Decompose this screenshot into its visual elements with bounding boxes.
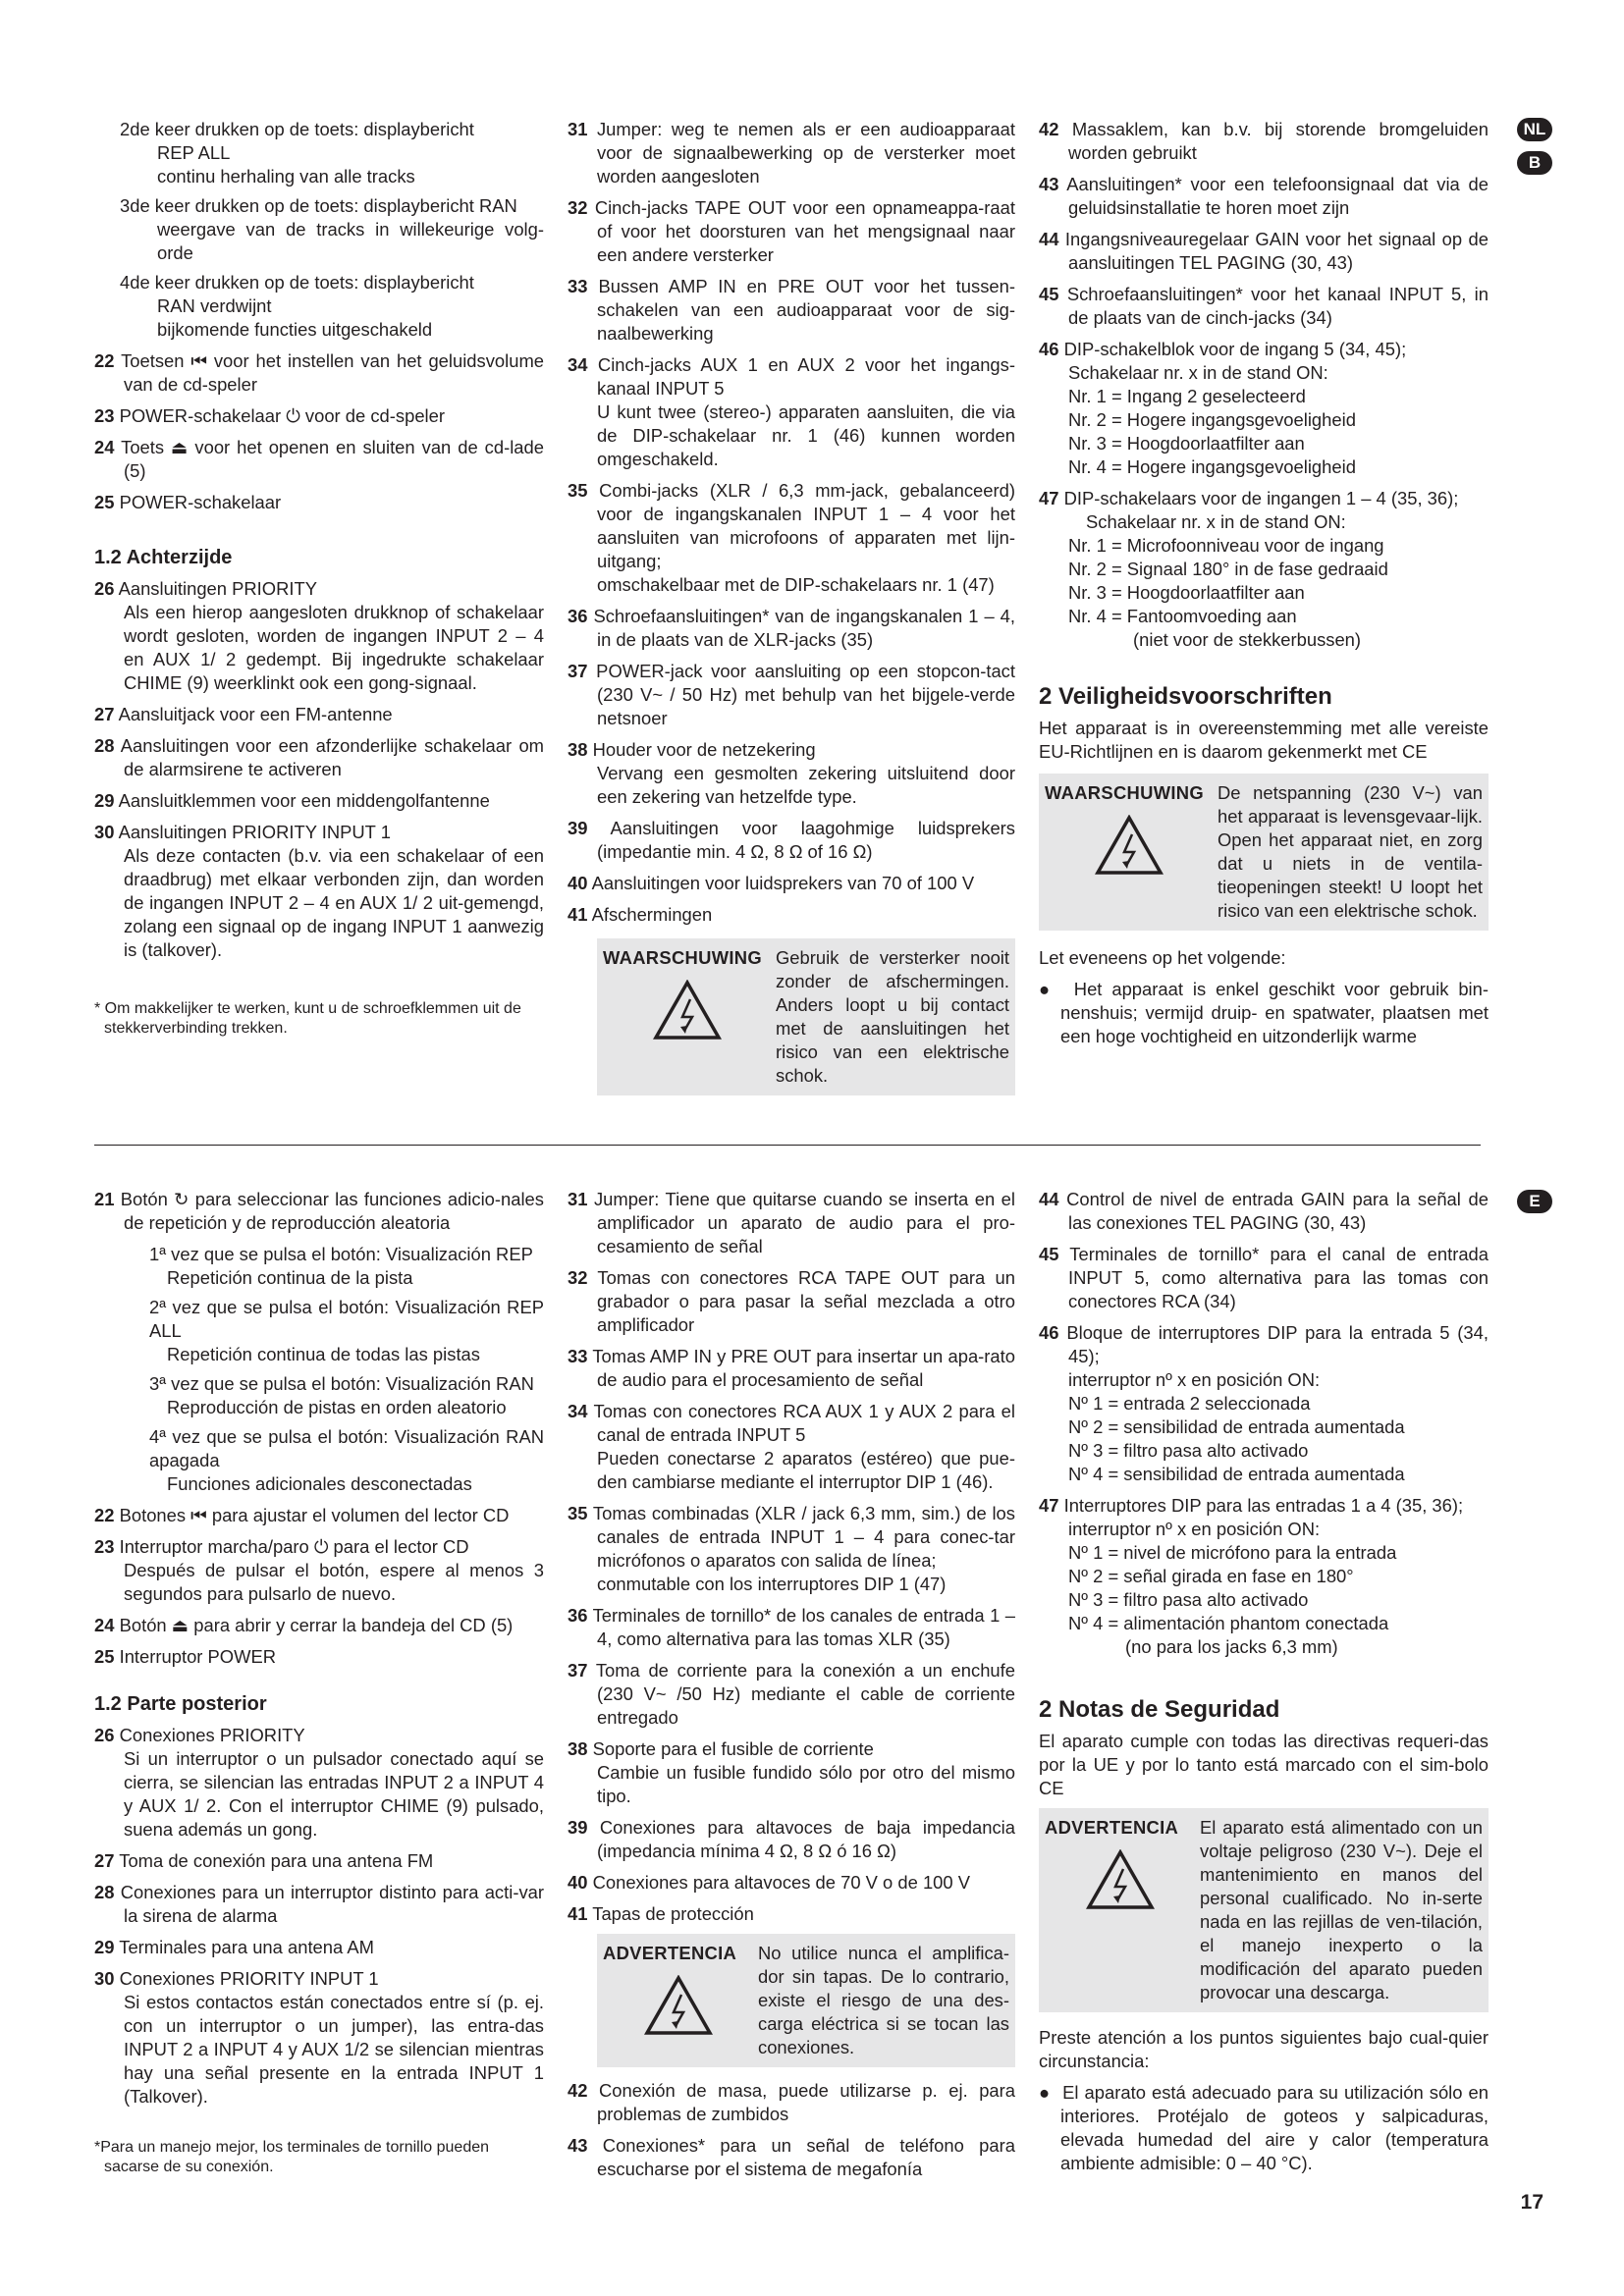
- nl-item-42: [1039, 118, 1489, 165]
- nl-repeat-item: [120, 194, 544, 265]
- nl-repeat-body: bijkomende functies uitgeschakeld: [157, 319, 433, 340]
- warning-triangle-icon: [653, 980, 722, 1041]
- es-item-28: [94, 1881, 544, 1928]
- item-text: Massaklem, kan b.v. bij storende bromgeluiden worden gebruikt: [1068, 119, 1489, 163]
- item-number: 28: [94, 735, 115, 756]
- item-text: Conexiones para altavoces de 70 V o de 100 V: [592, 1872, 971, 1893]
- warning-label: WAARSCHUWING: [1045, 782, 1204, 803]
- dip-line: Nr. 3 = Hoogdoorlaatfilter aan: [1068, 582, 1305, 603]
- nl-item-23: [94, 404, 544, 428]
- item-text: Terminales de tornillo* de los canales de entrada 1 – 4, como alternativa para las tomas XLR (35): [592, 1605, 1015, 1649]
- item-number: 47: [1039, 1495, 1059, 1516]
- item-text: Conexiones para un interruptor distinto para acti-var la sirena de alarma: [120, 1882, 544, 1926]
- warning-triangle-icon: [1086, 1849, 1155, 1910]
- nl-item-38: [568, 738, 1015, 809]
- item-number: 30: [94, 1968, 115, 1989]
- es-repeat-item: [124, 1425, 544, 1496]
- item-number: 37: [568, 1660, 588, 1681]
- bullet-dot: ●: [1039, 979, 1074, 999]
- nl-repeat-mid: REP ALL: [157, 142, 231, 163]
- item-number: 32: [568, 1267, 588, 1288]
- es-item-24: [94, 1614, 544, 1637]
- item-text: Bussen AMP IN en PRE OUT voor het tussen-schakelen van een audioapparaat voor de sig-naalbewerking: [597, 276, 1015, 344]
- es-safety-heading: 2 Notas de Seguridad: [1039, 1696, 1280, 1723]
- nl-repeat-head: 2de keer drukken op de toets: displaybericht: [120, 119, 474, 139]
- nl-section-heading-rear: 1.2 Achterzijde: [94, 547, 233, 568]
- item-number: 46: [1039, 339, 1059, 359]
- dip-line: (no para los jacks 6,3 mm): [1125, 1636, 1338, 1657]
- item-description: Als deze contacten (b.v. via een schakelaar of een draadbrug) met elkaar verbonden zijn, dan worden de ingangen INPUT 2 – 4 en AUX 1/ 2 uit-gemengd, zolang een signaal op de ingang INPUT 1 aanwezig is (talkover).: [124, 845, 544, 960]
- es-safety-bullet: [1039, 2081, 1489, 2175]
- nl-item-47: [1039, 487, 1489, 652]
- item-number: 24: [94, 437, 115, 457]
- warning-label-area: [603, 1942, 754, 2059]
- item-number: 24: [94, 1615, 115, 1635]
- nl-item-39: [568, 817, 1015, 864]
- item-text: Conexiones PRIORITY INPUT 1: [119, 1968, 379, 1989]
- es-item-33: [568, 1345, 1015, 1392]
- nl-column-2: [568, 118, 1015, 1105]
- item-number: 42: [1039, 119, 1059, 139]
- bullet-text: El aparato está adecuado para su utilización sólo en interiores. Protéjalo de goteos y salpicaduras, elevada humedad del aire y calor (temperatura ambiente admisible: 0 – 40 °C).: [1060, 2082, 1489, 2173]
- nl-item-31: [568, 118, 1015, 188]
- es-item-21: [94, 1188, 544, 1235]
- item-text: Tomas combinadas (XLR / jack 6,3 mm, sim.) de los canales de entrada INPUT 1 – 4 para conec-tar micrófonos o aparatos con salida de línea;: [592, 1503, 1015, 1571]
- dip-line: Nr. 3 = Hoogdoorlaatfilter aan: [1068, 433, 1305, 454]
- warning-text: El aparato está alimentado con un voltaje peligroso (230 V~). Deje el mantenimiento en manos del personal cualificado. No in-serte nada en las rejillas de ven-tilación, el manejo inexperto o la modificación del aparato pueden provocar una descarga.: [1200, 1817, 1483, 2002]
- item-number: 26: [94, 578, 115, 599]
- nl-item-35: [568, 479, 1015, 597]
- item-number: 42: [568, 2080, 588, 2101]
- item-number: 43: [568, 2135, 588, 2156]
- item-text: Ingangsniveauregelaar GAIN voor het signaal op de aansluitingen TEL PAGING (30, 43): [1064, 229, 1489, 273]
- item-text: Schroefaansluitingen* voor het kanaal INPUT 5, in de plaats van de cinch-jacks (34): [1066, 284, 1489, 328]
- nl-item-43: [1039, 173, 1489, 220]
- item-description: omschakelbaar met de DIP-schakelaars nr. 1 (47): [597, 574, 995, 595]
- dip-line: Nº 1 = nivel de micrófono para la entrada: [1068, 1542, 1397, 1563]
- item-text: Conexiones* para un señal de teléfono para escucharse por el sistema de megafonía: [597, 2135, 1015, 2179]
- es-column-2: [568, 1188, 1015, 2189]
- item-text: Toetsen ⏮ voor het instellen van het geluidsvolume van de cd-speler: [121, 350, 545, 395]
- dip-line: (niet voor de stekkerbussen): [1133, 629, 1362, 650]
- es-section-heading-rear: 1.2 Parte posterior: [94, 1693, 267, 1715]
- warning-label-area: [603, 946, 772, 1088]
- item-text: Tapas de protección: [592, 1903, 754, 1924]
- item-number: 46: [1039, 1322, 1059, 1343]
- item-description: Vervang een gesmolten zekering uitsluitend door een zekering van hetzelfde type.: [597, 763, 1015, 807]
- es-item-42: [568, 2079, 1015, 2126]
- nl-item-29: [94, 789, 544, 813]
- es-item-31: [568, 1188, 1015, 1258]
- dip-line: interruptor nº x en posición ON:: [1068, 1369, 1321, 1390]
- item-number: 34: [568, 1401, 588, 1421]
- es-item-38: [568, 1737, 1015, 1808]
- item-text: POWER-jack voor aansluiting op een stopcon-tact (230 V~ / 50 Hz) met behulp van het bijgele-verde netsnoer: [596, 661, 1015, 728]
- nl-repeat-head: 3de keer drukken op de toets: displaybericht RAN: [120, 195, 517, 216]
- es-repeat-body: Funciones adicionales desconectadas: [167, 1473, 472, 1494]
- nl-repeat-item: [120, 271, 544, 342]
- item-description: Cambie un fusible fundido sólo por otro del mismo tipo.: [597, 1762, 1015, 1806]
- nl-item-34: [568, 353, 1015, 471]
- es-repeat-body: Repetición continua de todas las pistas: [167, 1344, 480, 1364]
- nl-safety-heading: 2 Veiligheidsvoorschriften: [1039, 683, 1332, 710]
- item-number: 35: [568, 480, 588, 501]
- nl-item-46: [1039, 338, 1489, 479]
- nl-safety-intro: Het apparaat is in overeenstemming met alle vereiste EU-Richtlijnen en is daarom gekenmerkt met CE: [1039, 718, 1489, 762]
- item-number: 26: [94, 1725, 115, 1745]
- item-text: Cinch-jacks TAPE OUT voor een opnameappa-raat of voor het doorsturen van het mengsignaal naar een andere versterker: [594, 197, 1015, 265]
- nl-repeat-list: [94, 118, 544, 342]
- item-text: POWER-schakelaar: [119, 492, 282, 512]
- es-item-22: [94, 1504, 544, 1527]
- es-repeat-list: [94, 1243, 544, 1496]
- nl-item-25: [94, 491, 544, 514]
- language-badge-b: B: [1517, 151, 1552, 175]
- es-item-39: [568, 1816, 1015, 1863]
- language-badge-nl: NL: [1517, 118, 1552, 141]
- dip-line: Nr. 2 = Signaal 180° in de fase gedraaid: [1068, 559, 1388, 579]
- item-number: 30: [94, 822, 115, 842]
- item-description: Después de pulsar el botón, espere al menos 3 segundos para pulsarlo de nuevo.: [124, 1560, 544, 1604]
- item-text: Tomas con conectores RCA TAPE OUT para un grabador o para pasar la señal mezclada a otro amplificador: [597, 1267, 1015, 1335]
- item-text: Terminales para una antena AM: [119, 1937, 374, 1957]
- nl-repeat-mid: RAN verdwijnt: [157, 295, 272, 316]
- nl-item-45: [1039, 283, 1489, 330]
- es-warning-box-covers: [597, 1934, 1015, 2067]
- item-text: Cinch-jacks AUX 1 en AUX 2 voor het ingangs-kanaal INPUT 5: [597, 354, 1015, 399]
- es-item-44: [1039, 1188, 1489, 1235]
- es-item-26: [94, 1724, 544, 1842]
- es-item-43: [568, 2134, 1015, 2181]
- item-number: 28: [94, 1882, 115, 1902]
- nl-item-44: [1039, 228, 1489, 275]
- item-text: Aansluitjack voor een FM-antenne: [118, 704, 393, 724]
- item-text: POWER-schakelaar ⏻ voor de cd-speler: [119, 405, 445, 426]
- item-text: Aansluitingen PRIORITY INPUT 1: [118, 822, 391, 842]
- es-item-35: [568, 1502, 1015, 1596]
- item-text: Afschermingen: [591, 904, 713, 925]
- nl-item-33: [568, 275, 1015, 346]
- dip-line: Nr. 4 = Hogere ingangsgevoeligheid: [1068, 456, 1356, 477]
- item-description: Als een hierop aangesloten drukknop of schakelaar wordt gesloten, worden de ingangen INPUT 2 – 4 en AUX 1/ 2 gedempt. Bij ingedrukte schakelaar CHIME (9) weerklinkt ook een gong-signaal.: [124, 602, 544, 693]
- es-item-32: [568, 1266, 1015, 1337]
- item-number: 23: [94, 405, 115, 426]
- item-number: 45: [1039, 1244, 1059, 1264]
- dip-line: Nr. 1 = Microfoonniveau voor de ingang: [1068, 535, 1384, 556]
- item-text: Botón ⏏ para abrir y cerrar la bandeja del CD (5): [119, 1615, 514, 1635]
- item-number: 27: [94, 704, 115, 724]
- es-item-29: [94, 1936, 544, 1959]
- nl-safety-note: Let eveneens op het volgende:: [1039, 947, 1286, 968]
- item-number: 43: [1039, 174, 1059, 194]
- dip-line: Schakelaar nr. x in de stand ON:: [1068, 362, 1328, 383]
- item-number: 35: [568, 1503, 588, 1523]
- item-text: DIP-schakelaars voor de ingangen 1 – 4 (35, 36);: [1063, 488, 1459, 508]
- item-text: Soporte para el fusible de corriente: [592, 1738, 874, 1759]
- language-badge-e: E: [1517, 1190, 1552, 1213]
- nl-item-26: [94, 577, 544, 695]
- es-repeat-head: 4ª vez que se pulsa el botón: Visualización RAN apagada: [149, 1426, 544, 1470]
- nl-item-30: [94, 821, 544, 962]
- item-number: 36: [568, 606, 588, 626]
- es-repeat-body: Repetición continua de la pista: [167, 1267, 413, 1288]
- es-item-27: [94, 1849, 544, 1873]
- item-text: Toma de corriente para la conexión a un enchufe (230 V~ /50 Hz) mediante el cable de corriente entregado: [595, 1660, 1015, 1728]
- dip-line: Nr. 4 = Fantoomvoeding aan: [1068, 606, 1297, 626]
- item-text: Aansluitklemmen voor een middengolfantenne: [118, 790, 490, 811]
- es-warning-box-mains: [1039, 1808, 1489, 2012]
- nl-item-40: [568, 872, 1015, 895]
- warning-text: No utilice nunca el amplifica-dor sin tapas. De lo contrario, existe el riesgo de una des-carga eléctrica si se tocan las conexiones.: [758, 1943, 1009, 2057]
- nl-column-1: [94, 118, 544, 1039]
- nl-column-3: [1039, 118, 1489, 1048]
- item-description: U kunt twee (stereo-) apparaten aansluiten, die via de DIP-schakelaar nr. 1 (46) kunnen worden omgeschakeld.: [597, 401, 1015, 469]
- es-repeat-head: 2ª vez que se pulsa el botón: Visualización REP ALL: [149, 1297, 544, 1341]
- item-text: Aansluitingen PRIORITY: [118, 578, 317, 599]
- item-number: 34: [568, 354, 588, 375]
- bullet-dot: ●: [1039, 2082, 1063, 2103]
- item-number: 29: [94, 790, 115, 811]
- item-description: Si estos contactos están conectados entre sí (p. ej. con un interruptor o un jumper), las entra-das INPUT 2 a INPUT 4 y AUX 1/2 se silencian mientras hay una señal presente en la entrada INPUT 1 (Talkover).: [124, 1992, 544, 2107]
- nl-warning-box-covers: [597, 938, 1015, 1095]
- item-description: Si un interruptor o un pulsador conectado aquí se cierra, se silencian las entradas INPUT 2 a INPUT 4 y AUX 1/ 2. Con el interruptor CHIME (9) pulsado, suena además un gong.: [124, 1748, 544, 1840]
- item-number: 22: [94, 1505, 115, 1525]
- item-number: 23: [94, 1536, 115, 1557]
- page-number: 17: [1520, 2191, 1543, 2214]
- es-item-40: [568, 1871, 1015, 1895]
- es-item-47: [1039, 1494, 1489, 1659]
- warning-label: ADVERTENCIA: [603, 1943, 737, 1963]
- item-number: 40: [568, 873, 588, 893]
- warning-label-area: [1045, 781, 1214, 923]
- es-repeat-item: [124, 1296, 544, 1366]
- nl-footnote: * Om makkelijker te werken, kunt u de schroefklemmen uit de stekkerverbinding trekken.: [94, 1000, 521, 1037]
- es-item-30: [94, 1967, 544, 2109]
- item-text: Conexiones para altavoces de baja impedancia (impedancia mínima 4 Ω, 8 Ω ó 16 Ω): [597, 1817, 1015, 1861]
- es-safety-note: Preste atención a los puntos siguientes bajo cual-quier circunstancia:: [1039, 2027, 1489, 2071]
- es-item-45: [1039, 1243, 1489, 1313]
- item-description: conmutable con los interruptores DIP 1 (47): [597, 1574, 947, 1594]
- item-number: 31: [568, 1189, 588, 1209]
- dip-line: Nº 2 = señal girada en fase en 180°: [1068, 1566, 1354, 1586]
- item-number: 39: [568, 818, 588, 838]
- nl-safety-bullet: [1039, 978, 1489, 1048]
- es-item-36: [568, 1604, 1015, 1651]
- nl-item-24: [94, 436, 544, 483]
- item-number: 47: [1039, 488, 1059, 508]
- item-text: Jumper: weg te nemen als er een audioapparaat voor de signaalbewerking op de versterker moet worden aangesloten: [596, 119, 1015, 187]
- item-number: 45: [1039, 284, 1059, 304]
- es-repeat-item: [124, 1372, 544, 1419]
- nl-item-22: [94, 349, 544, 397]
- item-number: 39: [568, 1817, 588, 1838]
- item-number: 44: [1039, 229, 1059, 249]
- item-number: 41: [568, 1903, 588, 1924]
- item-description: Pueden conectarse 2 aparatos (estéreo) que pue-den cambiarse mediante el interruptor DIP 1 (46).: [597, 1448, 1015, 1492]
- warning-text: Gebruik de versterker nooit zonder de afschermingen. Anders loopt u bij contact met de aansluitingen het risico van een elektrische schok.: [776, 947, 1009, 1086]
- nl-item-36: [568, 605, 1015, 652]
- es-repeat-item: [124, 1243, 544, 1290]
- item-number: 33: [568, 276, 588, 296]
- item-text: Combi-jacks (XLR / 6,3 mm-jack, gebalanceerd) voor de ingangskanalen INPUT 1 – 4 voor het aansluiten van microfoons of apparaten met lijn-uitgang;: [597, 480, 1015, 571]
- item-text: Interruptor POWER: [119, 1646, 277, 1667]
- dip-line: Nº 4 = alimentación phantom conectada: [1068, 1613, 1389, 1633]
- item-text: Toma de conexión para una antena FM: [119, 1850, 434, 1871]
- item-text: Aansluitingen voor een afzonderlijke schakelaar om de alarmsirene te activeren: [120, 735, 544, 779]
- item-text: Tomas AMP IN y PRE OUT para insertar un apa-rato de audio para el procesamiento de señal: [592, 1346, 1015, 1390]
- item-number: 38: [568, 739, 588, 760]
- warning-text: De netspanning (230 V~) van het apparaat is levensgevaar-lijk. Open het apparaat niet, en zorg dat u niets in de ventila-tieopeningen steekt! U loopt het risico van een elektrische schok.: [1218, 782, 1483, 921]
- es-item-46: [1039, 1321, 1489, 1486]
- es-item-25: [94, 1645, 544, 1669]
- dip-line: Nº 1 = entrada 2 seleccionada: [1068, 1393, 1311, 1414]
- dip-line: Schakelaar nr. x in de stand ON:: [1086, 511, 1346, 532]
- item-text: Interruptor marcha/paro ⏻ para el lector CD: [119, 1536, 469, 1557]
- item-text: Jumper: Tiene que quitarse cuando se inserta en el amplificador un aparato de audio para el pro-cesamiento de señal: [593, 1189, 1015, 1256]
- dip-line: interruptor nº x en posición ON:: [1068, 1519, 1321, 1539]
- nl-item-32: [568, 196, 1015, 267]
- item-text: Houder voor de netzekering: [592, 739, 816, 760]
- item-text: Tomas con conectores RCA AUX 1 y AUX 2 para el canal de entrada INPUT 5: [593, 1401, 1015, 1445]
- nl-item-27: [94, 703, 544, 726]
- es-footnote: *Para un manejo mejor, los terminales de tornillo pueden sacarse de su conexión.: [94, 2139, 490, 2175]
- es-item-37: [568, 1659, 1015, 1730]
- item-text: Botón ↻ para seleccionar las funciones adicio-nales de repetición y de reproducción aleatoria: [120, 1189, 544, 1233]
- es-repeat-body: Reproducción de pistas en orden aleatorio: [167, 1397, 507, 1417]
- item-text: Conexión de masa, puede utilizarse p. ej. para problemas de zumbidos: [597, 2080, 1015, 2124]
- warning-label: WAARSCHUWING: [603, 947, 762, 968]
- es-item-41: [568, 1902, 1015, 1926]
- item-text: Bloque de interruptores DIP para la entrada 5 (34, 45);: [1066, 1322, 1489, 1366]
- nl-repeat-body: continu herhaling van alle tracks: [157, 166, 415, 187]
- item-text: Aansluitingen voor luidsprekers van 70 of 100 V: [591, 873, 975, 893]
- item-number: 29: [94, 1937, 115, 1957]
- item-number: 37: [568, 661, 588, 681]
- dip-line: Nr. 1 = Ingang 2 geselecteerd: [1068, 386, 1306, 406]
- bullet-text: Het apparaat is enkel geschikt voor gebruik bin-nenshuis; vermijd druip- en spatwater, plaatsen met een hoge vochtigheid en uitzonderlijk warme: [1060, 979, 1489, 1046]
- nl-repeat-head: 4de keer drukken op de toets: displaybericht: [120, 272, 474, 293]
- dip-line: Nº 2 = sensibilidad de entrada aumentada: [1068, 1416, 1405, 1437]
- item-text: Interruptores DIP para las entradas 1 a 4 (35, 36);: [1063, 1495, 1464, 1516]
- nl-repeat-item: [120, 118, 544, 188]
- item-number: 27: [94, 1850, 115, 1871]
- es-item-23: [94, 1535, 544, 1606]
- es-repeat-head: 3ª vez que se pulsa el botón: Visualización RAN: [149, 1373, 534, 1394]
- item-number: 41: [568, 904, 588, 925]
- es-repeat-head: 1ª vez que se pulsa el botón: Visualización REP: [149, 1244, 533, 1264]
- item-text: Control de nivel de entrada GAIN para la señal de las conexiones TEL PAGING (30, 43): [1066, 1189, 1489, 1233]
- dip-line: Nº 3 = filtro pasa alto activado: [1068, 1440, 1309, 1461]
- item-text: DIP-schakelblok voor de ingang 5 (34, 45);: [1063, 339, 1407, 359]
- item-text: Aansluitingen voor laagohmige luidsprekers (impedantie min. 4 Ω, 8 Ω of 16 Ω): [597, 818, 1015, 862]
- language-divider: [94, 1145, 1481, 1146]
- es-item-34: [568, 1400, 1015, 1494]
- item-number: 44: [1039, 1189, 1059, 1209]
- item-number: 33: [568, 1346, 588, 1366]
- es-column-3: [1039, 1188, 1489, 2175]
- item-number: 31: [568, 119, 588, 139]
- warning-label-area: [1045, 1816, 1196, 2004]
- item-number: 21: [94, 1189, 115, 1209]
- item-text: Toets ⏏ voor het openen en sluiten van de cd-lade (5): [121, 437, 544, 481]
- nl-item-41: [568, 903, 1015, 927]
- dip-line: Nº 4 = sensibilidad de entrada aumentada: [1068, 1464, 1405, 1484]
- item-number: 22: [94, 350, 115, 371]
- dip-line: Nº 3 = filtro pasa alto activado: [1068, 1589, 1309, 1610]
- item-text: Botones ⏮ para ajustar el volumen del lector CD: [119, 1505, 510, 1525]
- item-text: Schroefaansluitingen* van de ingangskanalen 1 – 4, in de plaats van de XLR-jacks (35): [593, 606, 1015, 650]
- item-text: Aansluitingen* voor een telefoonsignaal dat via de geluidsinstallatie te horen moet zijn: [1066, 174, 1489, 218]
- warning-triangle-icon: [1095, 815, 1164, 876]
- item-number: 40: [568, 1872, 588, 1893]
- nl-item-37: [568, 660, 1015, 730]
- es-safety-intro: El aparato cumple con todas las directivas requeri-das por la UE y por lo tanto está marcado con el sim-bolo CE: [1039, 1731, 1489, 1798]
- item-number: 36: [568, 1605, 588, 1626]
- item-number: 25: [94, 1646, 115, 1667]
- item-number: 25: [94, 492, 115, 512]
- item-text: Conexiones PRIORITY: [119, 1725, 305, 1745]
- item-text: Terminales de tornillo* para el canal de entrada INPUT 5, como alternativa para las tomas con conectores RCA (34): [1068, 1244, 1489, 1311]
- nl-item-28: [94, 734, 544, 781]
- dip-line: Nr. 2 = Hogere ingangsgevoeligheid: [1068, 409, 1356, 430]
- nl-warning-box-mains: [1039, 774, 1489, 931]
- item-number: 32: [568, 197, 588, 218]
- es-column-1: [94, 1188, 544, 2177]
- warning-triangle-icon: [644, 1975, 713, 2036]
- warning-label: ADVERTENCIA: [1045, 1817, 1179, 1838]
- item-number: 38: [568, 1738, 588, 1759]
- nl-repeat-body: weergave van de tracks in willekeurige volg-orde: [157, 219, 544, 263]
